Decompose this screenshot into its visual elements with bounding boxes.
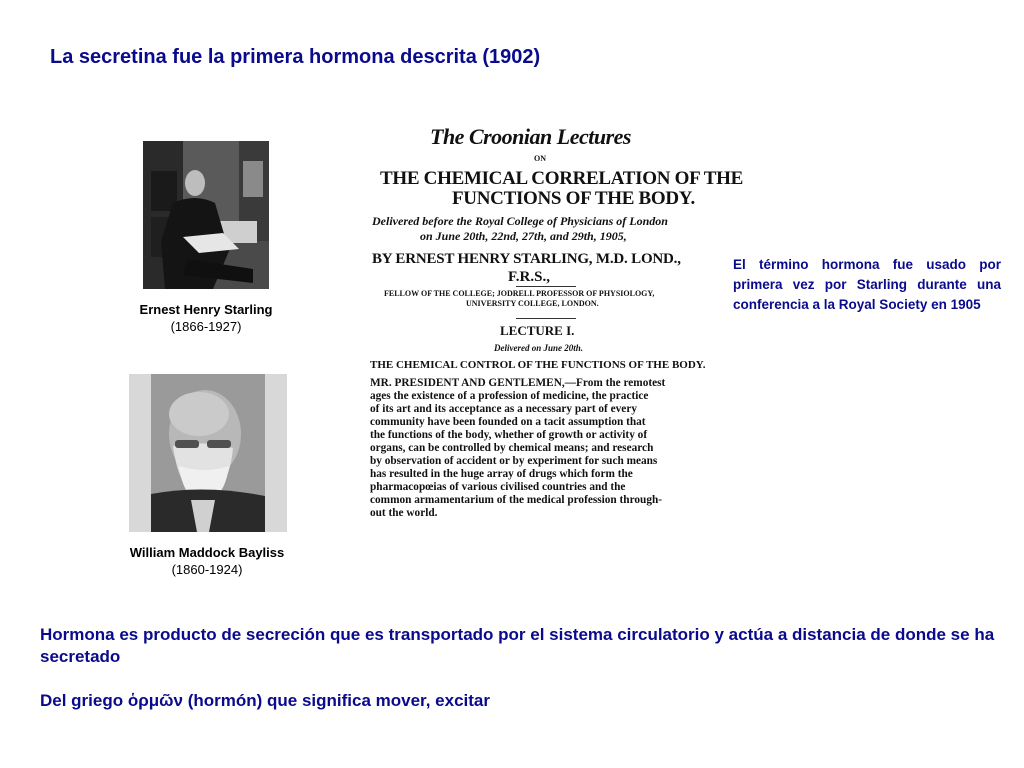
document-delivered-2: on June 20th, 22nd, 27th, and 29th, 1905,	[420, 229, 627, 243]
document-rule	[516, 286, 576, 287]
document-body-line: has resulted in the huge array of drugs which form the	[370, 468, 633, 480]
document-delivered-1: Delivered before the Royal College of Physicians of London	[372, 214, 668, 228]
starling-photo	[143, 141, 269, 289]
starling-years: (1866-1927)	[170, 319, 242, 334]
bottom-text	[40, 624, 1000, 712]
starling-name: Ernest Henry Starling	[139, 302, 273, 317]
document-body-line: ages the existence of a profession of medicine, the practice	[370, 390, 649, 402]
document-body-line: community have been founded on a tacit assumption that	[370, 416, 646, 428]
document-headline-1: THE CHEMICAL CORRELATION OF THE	[380, 168, 744, 189]
document-body-line: by observation of accident or by experiment for such means	[370, 455, 658, 467]
document-subheading: THE CHEMICAL CONTROL OF THE FUNCTIONS OF THE BODY.	[370, 359, 706, 371]
document-body-line: organs, can be controlled by chemical means; and research	[370, 442, 654, 454]
bayliss-name: William Maddock Bayliss	[129, 545, 285, 560]
document-gothic-heading: The Croonian Lectures	[430, 124, 631, 149]
starling-caption	[110, 301, 302, 335]
bayliss-photo	[129, 374, 287, 532]
document-body-line: pharmacopœias of various civilised countries and the	[370, 481, 626, 493]
document-rule	[516, 318, 576, 319]
side-note: El término hormona fue usado por primera vez por Starling durante una conferencia a la Royal Society en 1905	[733, 257, 1001, 312]
document-body-line: common armamentarium of the medical profession through-	[370, 494, 663, 506]
document-body	[370, 377, 665, 520]
bayliss-caption	[100, 544, 314, 578]
document-body-line: MR. PRESIDENT AND GENTLEMEN,—From the remotest	[370, 377, 666, 389]
bayliss-years: (1860-1924)	[171, 562, 243, 577]
hormone-definition: Hormona es producto de secreción que es transportado por el sistema circulatorio y actúa a distancia de donde se ha secretado	[40, 625, 995, 666]
document-body-line: the functions of the body, whether of growth or activity of	[370, 429, 648, 441]
starling-portrait-image	[143, 141, 269, 289]
document-lecture-number: LECTURE I.	[500, 323, 575, 338]
document-body-line: of its art and its acceptance as a necessary part of every	[370, 403, 637, 415]
lecture-document-scan	[366, 118, 744, 546]
document-fellow-1: FELLOW OF THE COLLEGE; JODRELL PROFESSOR OF PHYSIOLOGY,	[384, 289, 655, 298]
document-headline-2: FUNCTIONS OF THE BODY.	[452, 188, 695, 209]
document-frs: F.R.S.,	[508, 269, 550, 285]
document-by-line: BY ERNEST HENRY STARLING, M.D. LOND.,	[372, 251, 681, 267]
document-lecture-date: Delivered on June 20th.	[494, 343, 583, 353]
bayliss-portrait-image	[129, 374, 287, 532]
hormone-etymology: Del griego ὁρμῶν (hormón) que significa mover, excitar	[40, 691, 490, 710]
document-on: ON	[534, 154, 546, 163]
document-fellow-2: UNIVERSITY COLLEGE, LONDON.	[466, 299, 599, 308]
document-body-line: out the world.	[370, 507, 438, 519]
slide-title: La secretina fue la primera hormona descrita (1902)	[50, 46, 541, 68]
